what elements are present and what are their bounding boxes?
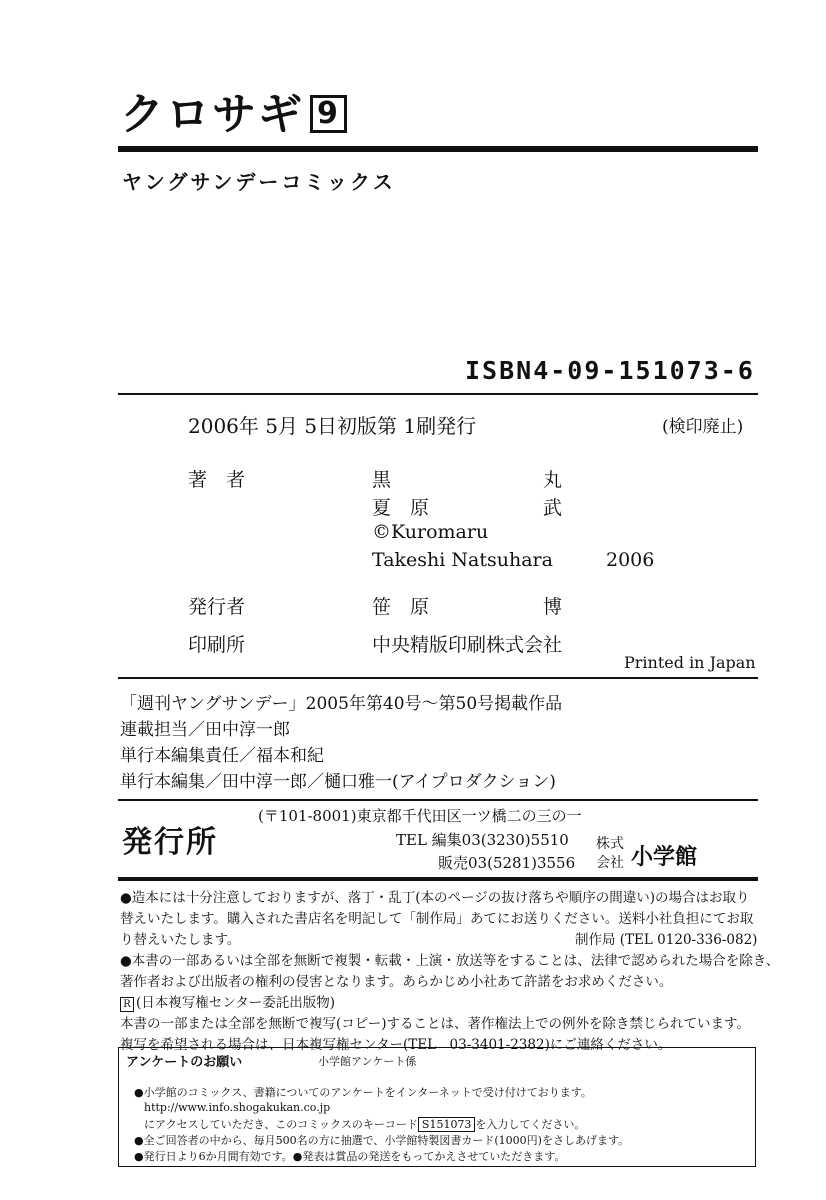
survey-line-3 xyxy=(144,1116,585,1132)
survey-title: アンケートのお願い xyxy=(126,1055,243,1070)
seal-note: (検印廃止) xyxy=(662,417,744,437)
printer-name: 中央精版印刷株式会社 xyxy=(372,634,563,656)
editor-line-2: 単行本編集責任／福本和紀 xyxy=(120,746,324,766)
publisher-corp-bottom: 会社 xyxy=(596,855,624,871)
editor-line-1: 連載担当／田中淳一郎 xyxy=(120,720,290,740)
printed-in: Printed in Japan xyxy=(624,653,756,672)
publisher-tel-edit: TEL 編集03(3230)5510 xyxy=(396,831,569,849)
author-2-given: 武 xyxy=(543,497,563,519)
publisher-tel-sales: 販売03(5281)3556 xyxy=(438,854,576,872)
serialization-note: 「週刊ヤングサンデー」2005年第40号～第50号掲載作品 xyxy=(120,694,563,714)
printed-rule xyxy=(118,677,758,679)
survey-line-5: ●発行日より6か月間有効です。●発表は賞品の発送をもってかえさせていただきます。 xyxy=(134,1150,566,1163)
isbn-rule xyxy=(118,393,758,395)
notice-defect-3: り替えいたします。 xyxy=(120,932,241,948)
copyright-line-1: ©Kuromaru xyxy=(372,521,489,543)
survey-line-4: ●全ご回答者の中から、毎月500名の方に抽選で、小学館特製図書カード(1000円)をさしあげます。 xyxy=(134,1134,630,1147)
author-1-family: 丸 xyxy=(543,469,563,491)
notice-jrrc-title xyxy=(120,991,335,1012)
isbn: ISBN4-09-151073-6 xyxy=(465,356,755,385)
printer-label: 印刷所 xyxy=(188,634,246,656)
notice-jrrc-1: 本書の一部または全部を無断で複写(コピー)することは、著作権法上での例外を除き禁じられています。 xyxy=(120,1016,750,1032)
jrrc-mark: R xyxy=(120,997,134,1012)
copyright-year: 2006 xyxy=(606,549,655,571)
title-text: クロサギ xyxy=(120,89,304,140)
notice-copy-2: 著作者および出版者の権利の侵害となります。あらかじめ小社あて許諾をお求めください。 xyxy=(120,974,673,990)
author-label: 著 者 xyxy=(188,469,246,491)
survey-line-3-post: を入力してください。 xyxy=(475,1118,586,1131)
publisher-person-family: 笹 原 xyxy=(372,596,430,618)
title-rule xyxy=(118,146,758,152)
notice-defect-1: ●造本には十分注意しておりますが、落丁・乱丁(本のページの抜け落ちや順序の間違い)の場合はお取り xyxy=(120,890,750,906)
notice-jrrc-2: 複写を希望される場合は、日本複写権センター(TEL 03-3401-2382)にご連絡ください。 xyxy=(120,1037,672,1053)
publisher-person-given: 博 xyxy=(543,596,563,618)
survey-dept: 小学館アンケート係 xyxy=(318,1055,417,1068)
publisher-person-label: 発行者 xyxy=(188,596,246,618)
book-title xyxy=(120,78,347,142)
publication-date: 2006年 5月 5日初版第 1刷発行 xyxy=(188,414,477,438)
copyright-line-2: Takeshi Natsuhara xyxy=(372,549,553,571)
author-2-family: 夏 原 xyxy=(372,497,430,519)
volume-number: 9 xyxy=(310,95,347,133)
survey-keycode: S151073 xyxy=(418,1117,476,1132)
publisher-rule xyxy=(118,877,758,881)
editor-line-3: 単行本編集／田中淳一郎／樋口雅一(アイプロダクション) xyxy=(120,772,556,792)
series-name: ヤングサンデーコミックス xyxy=(122,170,396,194)
publisher-label: 発行所 xyxy=(122,825,218,860)
survey-url[interactable]: http://www.info.shogakukan.co.jp xyxy=(144,1101,331,1114)
publisher-address: (〒101-8001)東京都千代田区一ツ橋二の三の一 xyxy=(258,807,582,825)
notice-copy-1: ●本書の一部あるいは全部を無断で複製・転載・上演・放送等をすることは、法律で認められた場合を除き、 xyxy=(120,953,780,969)
notice-production: 制作局 (TEL 0120-336-082) xyxy=(575,932,758,948)
notice-defect-2: 替えいたします。購入された書店名を明記して「制作局」あてにお送りください。送料小社負担にてお取 xyxy=(120,911,754,927)
editors-rule xyxy=(118,799,758,801)
publisher-corp-top: 株式 xyxy=(596,836,624,852)
jrrc-title-text: (日本複写権センター委託出版物) xyxy=(136,995,335,1011)
survey-line-3-pre: にアクセスしていただき、このコミックスのキーコード xyxy=(144,1118,418,1131)
publisher-name: 小学館 xyxy=(631,845,698,870)
survey-line-1: ●小学館のコミックス、書籍についてのアンケートをインターネットで受け付けております。 xyxy=(134,1086,592,1099)
author-1-given: 黒 xyxy=(372,469,392,491)
